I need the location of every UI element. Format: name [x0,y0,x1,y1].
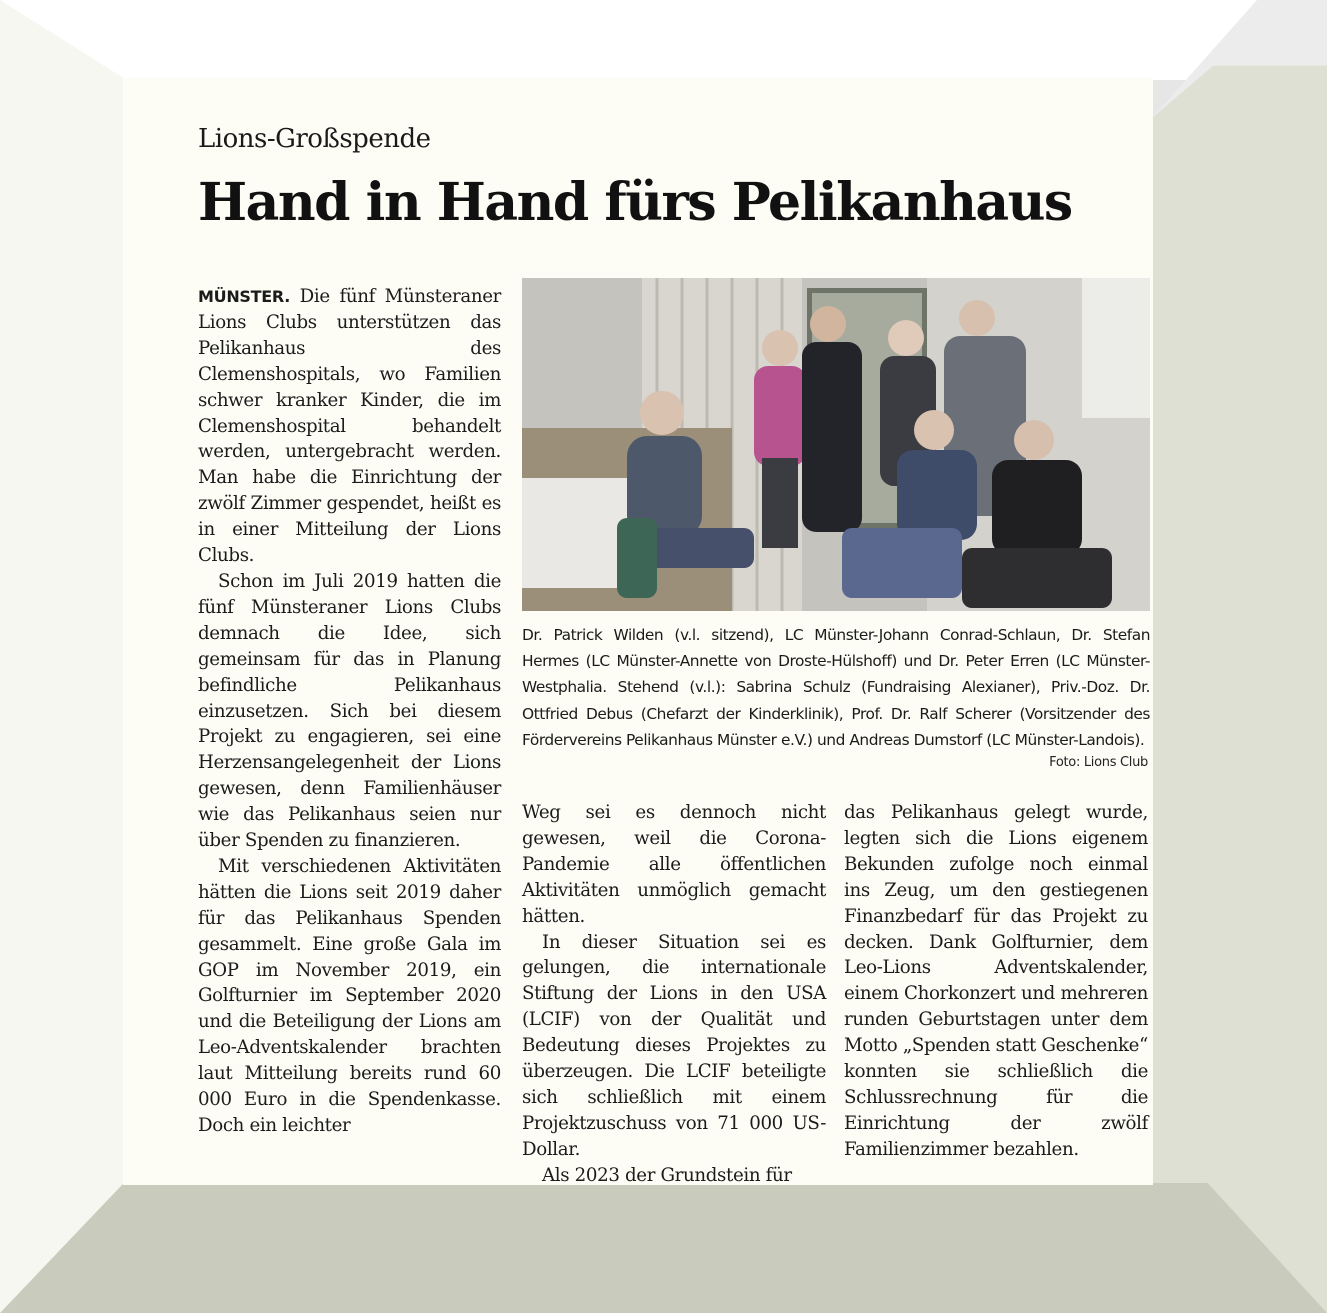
paragraph: In dieser Situation sei es gelungen, die internationale Stiftung der Lions in den USA (LCIF) von der Qualität und Bedeutung dieses Projektes zu überzeugen. Die LCIF beteiligte sich schließlich mit einem Projektzuschuss von 71 000 US-Dollar. [522,931,826,1160]
article-headline: Hand in Hand fürs Pelikanhaus [198,172,1072,233]
frame-right-inner [1152,0,1327,1313]
frame-bottom [0,1183,1327,1313]
photo-caption: Dr. Patrick Wilden (v.l. sitzend), LC Münster-Johann Conrad-Schlaun, Dr. Stefan Hermes (LC Münster-Annette von Droste-Hülshoff) und Dr. Peter Erren (LC Münster-Westphalia. Stehend (v.l.): Sabrina Schulz (Fundraising Alexianer), Priv.-Doz. Dr. Ottfried Debus (Chefarzt der Kinderklinik), Prof. Dr. Ralf Scherer (Vorsitzender des Fördervereins Pelikanhaus Münster e.V.) und Andreas Dumstorf (LC Münster-Landois). [522,626,1150,749]
frame-top [0,0,1327,80]
photo-credit: Foto: Lions Club [1049,755,1148,770]
article-photo [522,278,1150,611]
frame-left [0,0,125,1313]
paragraph: das Pelikanhaus gelegt wurde, legten sich die Lions eigenem Bekunden zufolge noch einmal ins Zeug, um den gestiegenen Finanzbedarf für das Projekt zu decken. Dank Golfturnier, dem Leo-Lions Adventskalender, einem Chorkonzert und mehreren runden Geburtstagen unter dem Motto „Spenden statt Geschenke“ konnten sie schließlich die Schlussrechnung für die Einrichtung der zwölf Familienzimmer bezahlen. [844,802,1148,1160]
paragraph: Mit verschiedenen Aktivitäten hätten die Lions seit 2019 daher für das Pelikanhaus Spenden gesammelt. Eine große Gala im GOP im November 2019, ein Golfturnier im September 2020 und die Beteiligung der Lions am Leo-Adventskalender brachten laut Mitteilung bereits rund 60 000 Euro in die Spendenkasse. Doch ein leichter [198,855,501,1136]
article-kicker: Lions-Großspende [198,124,431,154]
newspaper-clipping [123,78,1153,1185]
paragraph-text: Die fünf Münsteraner Lions Clubs unterstützen das Pelikanhaus des Clemenshospitals, wo Familien schwer kranker Kinder, die im Clemenshospital behandelt werden, untergebracht werden. Man habe die Einrichtung der zwölf Zimmer gespendet, heißt es in einer Mitteilung der Lions Clubs. [198,286,501,567]
article-column-1 [198,284,501,1139]
paragraph [198,284,501,569]
group-photo-image [522,278,1150,611]
paragraph: Als 2023 der Grundstein für [542,1164,792,1185]
paragraph: Weg sei es dennoch nicht gewesen, weil die Corona-Pandemie alle öffentlichen Aktivitäten unmöglich gemacht hätten. [522,802,826,927]
dateline: MÜNSTER. [198,287,290,306]
article-column-3 [844,800,1148,1163]
paragraph: Schon im Juli 2019 hatten die fünf Münsteraner Lions Clubs demnach die Idee, sich gemeinsam für das in Planung befindliche Pelikanhaus einzusetzen. Sich bei diesem Projekt zu engagieren, sei eine Herzensangelegenheit der Lions gewesen, denn Familienhäuser wie das Pelikanhaus seien nur über Spenden zu finanzieren. [198,570,501,852]
article-column-2 [522,800,826,1185]
